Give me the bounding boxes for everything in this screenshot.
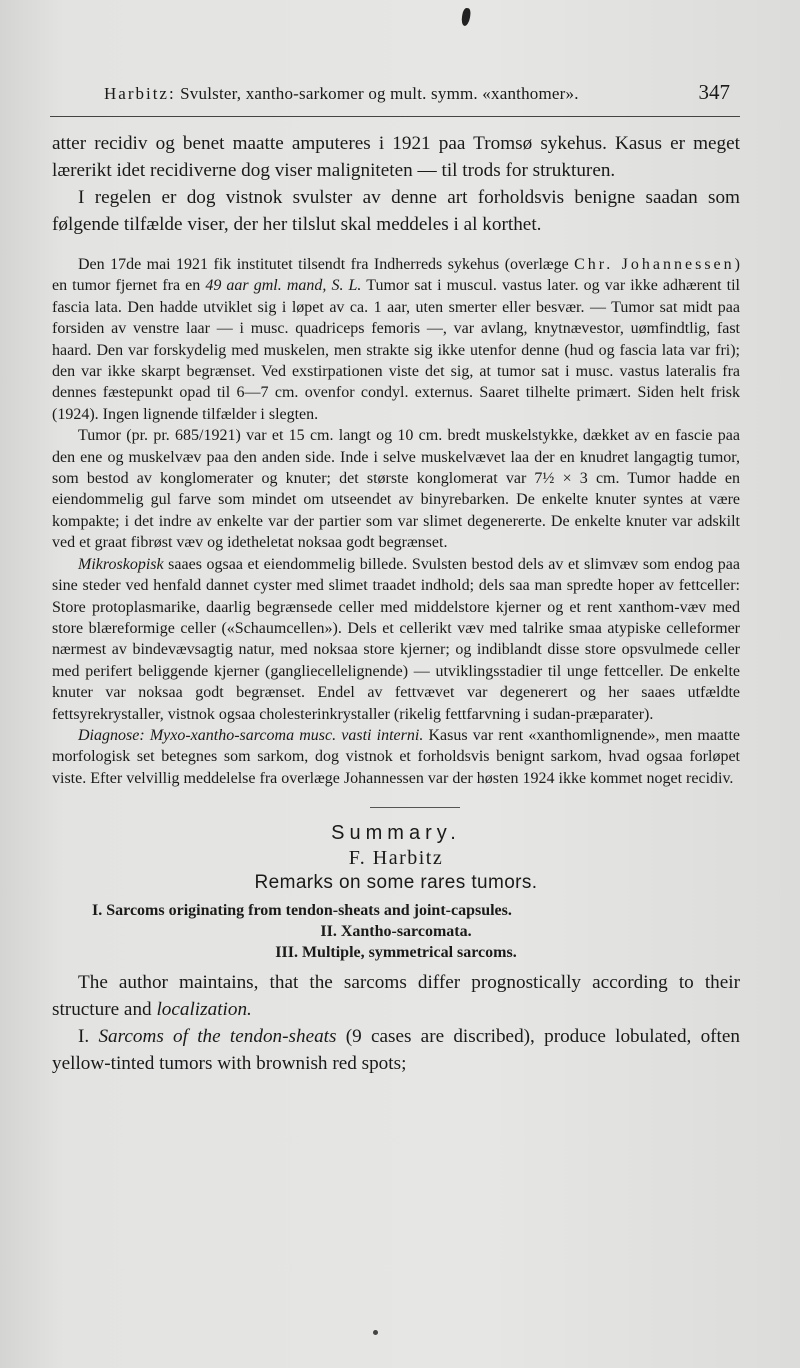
summary-paragraph-1 <box>52 969 740 1023</box>
case-text: Kasus var rent «xanthomlignende», men maatte morfologisk set betegnes som sarkom, dog vistnok et forholdsvis benignt sarkom, hvad ogsaa forløpet viste. Efter velvillig meddelelse fra overlæge Johannessen var der høsten 1924 ikke kommet noget recidiv. <box>52 726 740 787</box>
case-diagnosis: Diagnose: Myxo-xantho-sarcoma musc. vasti interni. <box>78 726 424 744</box>
paragraph-intro: I regelen er dog vistnok svulster av denne art forholdsvis benigne saadan som følgende tilfælde viser, der her tilslut skal meddeles i al korthet. <box>52 187 740 235</box>
case-paragraph-3 <box>52 554 740 725</box>
case-paragraph-4 <box>52 725 740 789</box>
summary-paragraph-2 <box>52 1023 740 1077</box>
summary-section-2: II. Xantho-sarcomata. <box>320 923 472 941</box>
summary-heading: Summary. <box>331 822 461 845</box>
header-author: Harbitz: <box>104 84 176 103</box>
running-header <box>104 80 730 105</box>
case-microscopic-label: Mikroskopisk <box>78 555 164 573</box>
section-separator <box>370 807 460 808</box>
summary-text: The author maintains, that the sarcoms differ prognostically according to their structure and <box>52 972 740 1021</box>
ink-blot <box>460 7 471 26</box>
paragraph-continuation: atter recidiv og benet maatte amputeres i 1921 paa Tromsø sykehus. Kasus er meget lærerikt idet recidiverne dog viser maligniteten — til trods for strukturen. <box>52 133 740 181</box>
case-paragraph-2: Tumor (pr. pr. 685/1921) var et 15 cm. langt og 10 cm. bredt muskelstykke, dækket av en fascie paa den ene og muskelvæv paa den anden side. Inde i selve muskelvævet laa der en knudret langagtig tumor, som bestod av konglomerater og knuter; det største konglomerat var 7½ × 3 cm. Tumor hadde en eiendommelig gul farve som mindet om utseendet av binyrebarken. De enkelte knuter syntes at være kompakte; i det indre av enkelte var der partier som var slimet degenererte. De enkelte knuter var adskilt ved et graat fibrøst væv og idetheletat noksaa godt begrænset. <box>52 427 740 552</box>
summary-text: (9 cases are discribed), produce lobulated, often yellow-tinted tumors with brownish red spots; <box>52 1026 741 1075</box>
page-body <box>52 130 740 1077</box>
summary-emphasis: Sarcoms of the tendon-sheats <box>98 1026 337 1048</box>
summary-author: F. Harbitz <box>348 847 444 870</box>
summary-emphasis: localization. <box>156 999 252 1021</box>
case-text: ) en tumor fjernet fra en <box>52 256 740 295</box>
header-title: Svulster, xantho-sarkomer og mult. symm. «xanthomer». <box>180 84 579 103</box>
summary-section-3: III. Multiple, symmetrical sarcoms. <box>275 944 517 962</box>
summary-title: Remarks on some rares tumors. <box>254 872 538 894</box>
case-text: Tumor sat i muscul. vastus later. og var ikke adhærent til fascia lata. Den hadde utviklet sig i løpet av ca. 1 aar, uten smerter eller besvær. — Tumor sat midt paa forsiden av venstre laar — i musc. quadriceps femoris —, var avlang, knytnævestor, uømfindtlig, fast haard. Den var forskydelig med muskelen, men strakte sig ikke utenfor denne (hud og fascia lata var fri); den var ikke skarpt begrænset. Ved exstirpationen viste det sig, at tumor sat i musc. vastus lateralis fra dennes fæstepunkt opad til 6—7 cm. ovenfor condyl. externus. Saaret tilhelte primært. Siden helt frisk (1924). Ingen lignende tilfælder i slegten. <box>52 277 740 423</box>
summary-section-1: I. Sarcoms originating from tendon-sheats and joint-capsules. <box>92 902 512 920</box>
case-patient: 49 aar gml. mand, S. L. <box>205 277 362 295</box>
summary-text: I. <box>78 1026 99 1048</box>
case-paragraph-1 <box>52 254 740 425</box>
page-speck <box>373 1330 378 1335</box>
header-rule <box>50 116 740 117</box>
page-number: 347 <box>698 80 730 104</box>
running-title <box>104 84 579 104</box>
case-text: Den 17de mai 1921 fik institutet tilsendt fra Indherreds sykehus (overlæge <box>78 256 575 273</box>
case-doctor-name: Chr. Johannessen <box>574 256 735 273</box>
case-text: saaes ogsaa et eiendommelig billede. Svulsten bestod dels av et slimvæv som endog paa sine steder ved henfald dannet cyster med slimet traadet indhold; dels saa man spredte hoper av fettceller: Store protoplasmarike, daarlig begrænsede celler med middelstore kjerner og et rent xanthom-væv med store blæreformige celler («Schaumcellen»). Dels et cellerikt væv med talrike smaa atypiske celleformer nærmest av bindevævsagtig natur, med noksaa store kjerner; og indiblandt disse store opsvulmede celler med perifert beliggende kjerner (gangliecellelignende) — utviklingsstadier til unge fettceller. De enkelte knuter var noksaa godt begrænset. Endel av fettvævet var degenerert og her saaes utfældte fettsyrekrystaller, vistnok ogsaa cholesterinkrystaller (rikelig fettfarvning i sudan-præparater). <box>52 555 740 723</box>
